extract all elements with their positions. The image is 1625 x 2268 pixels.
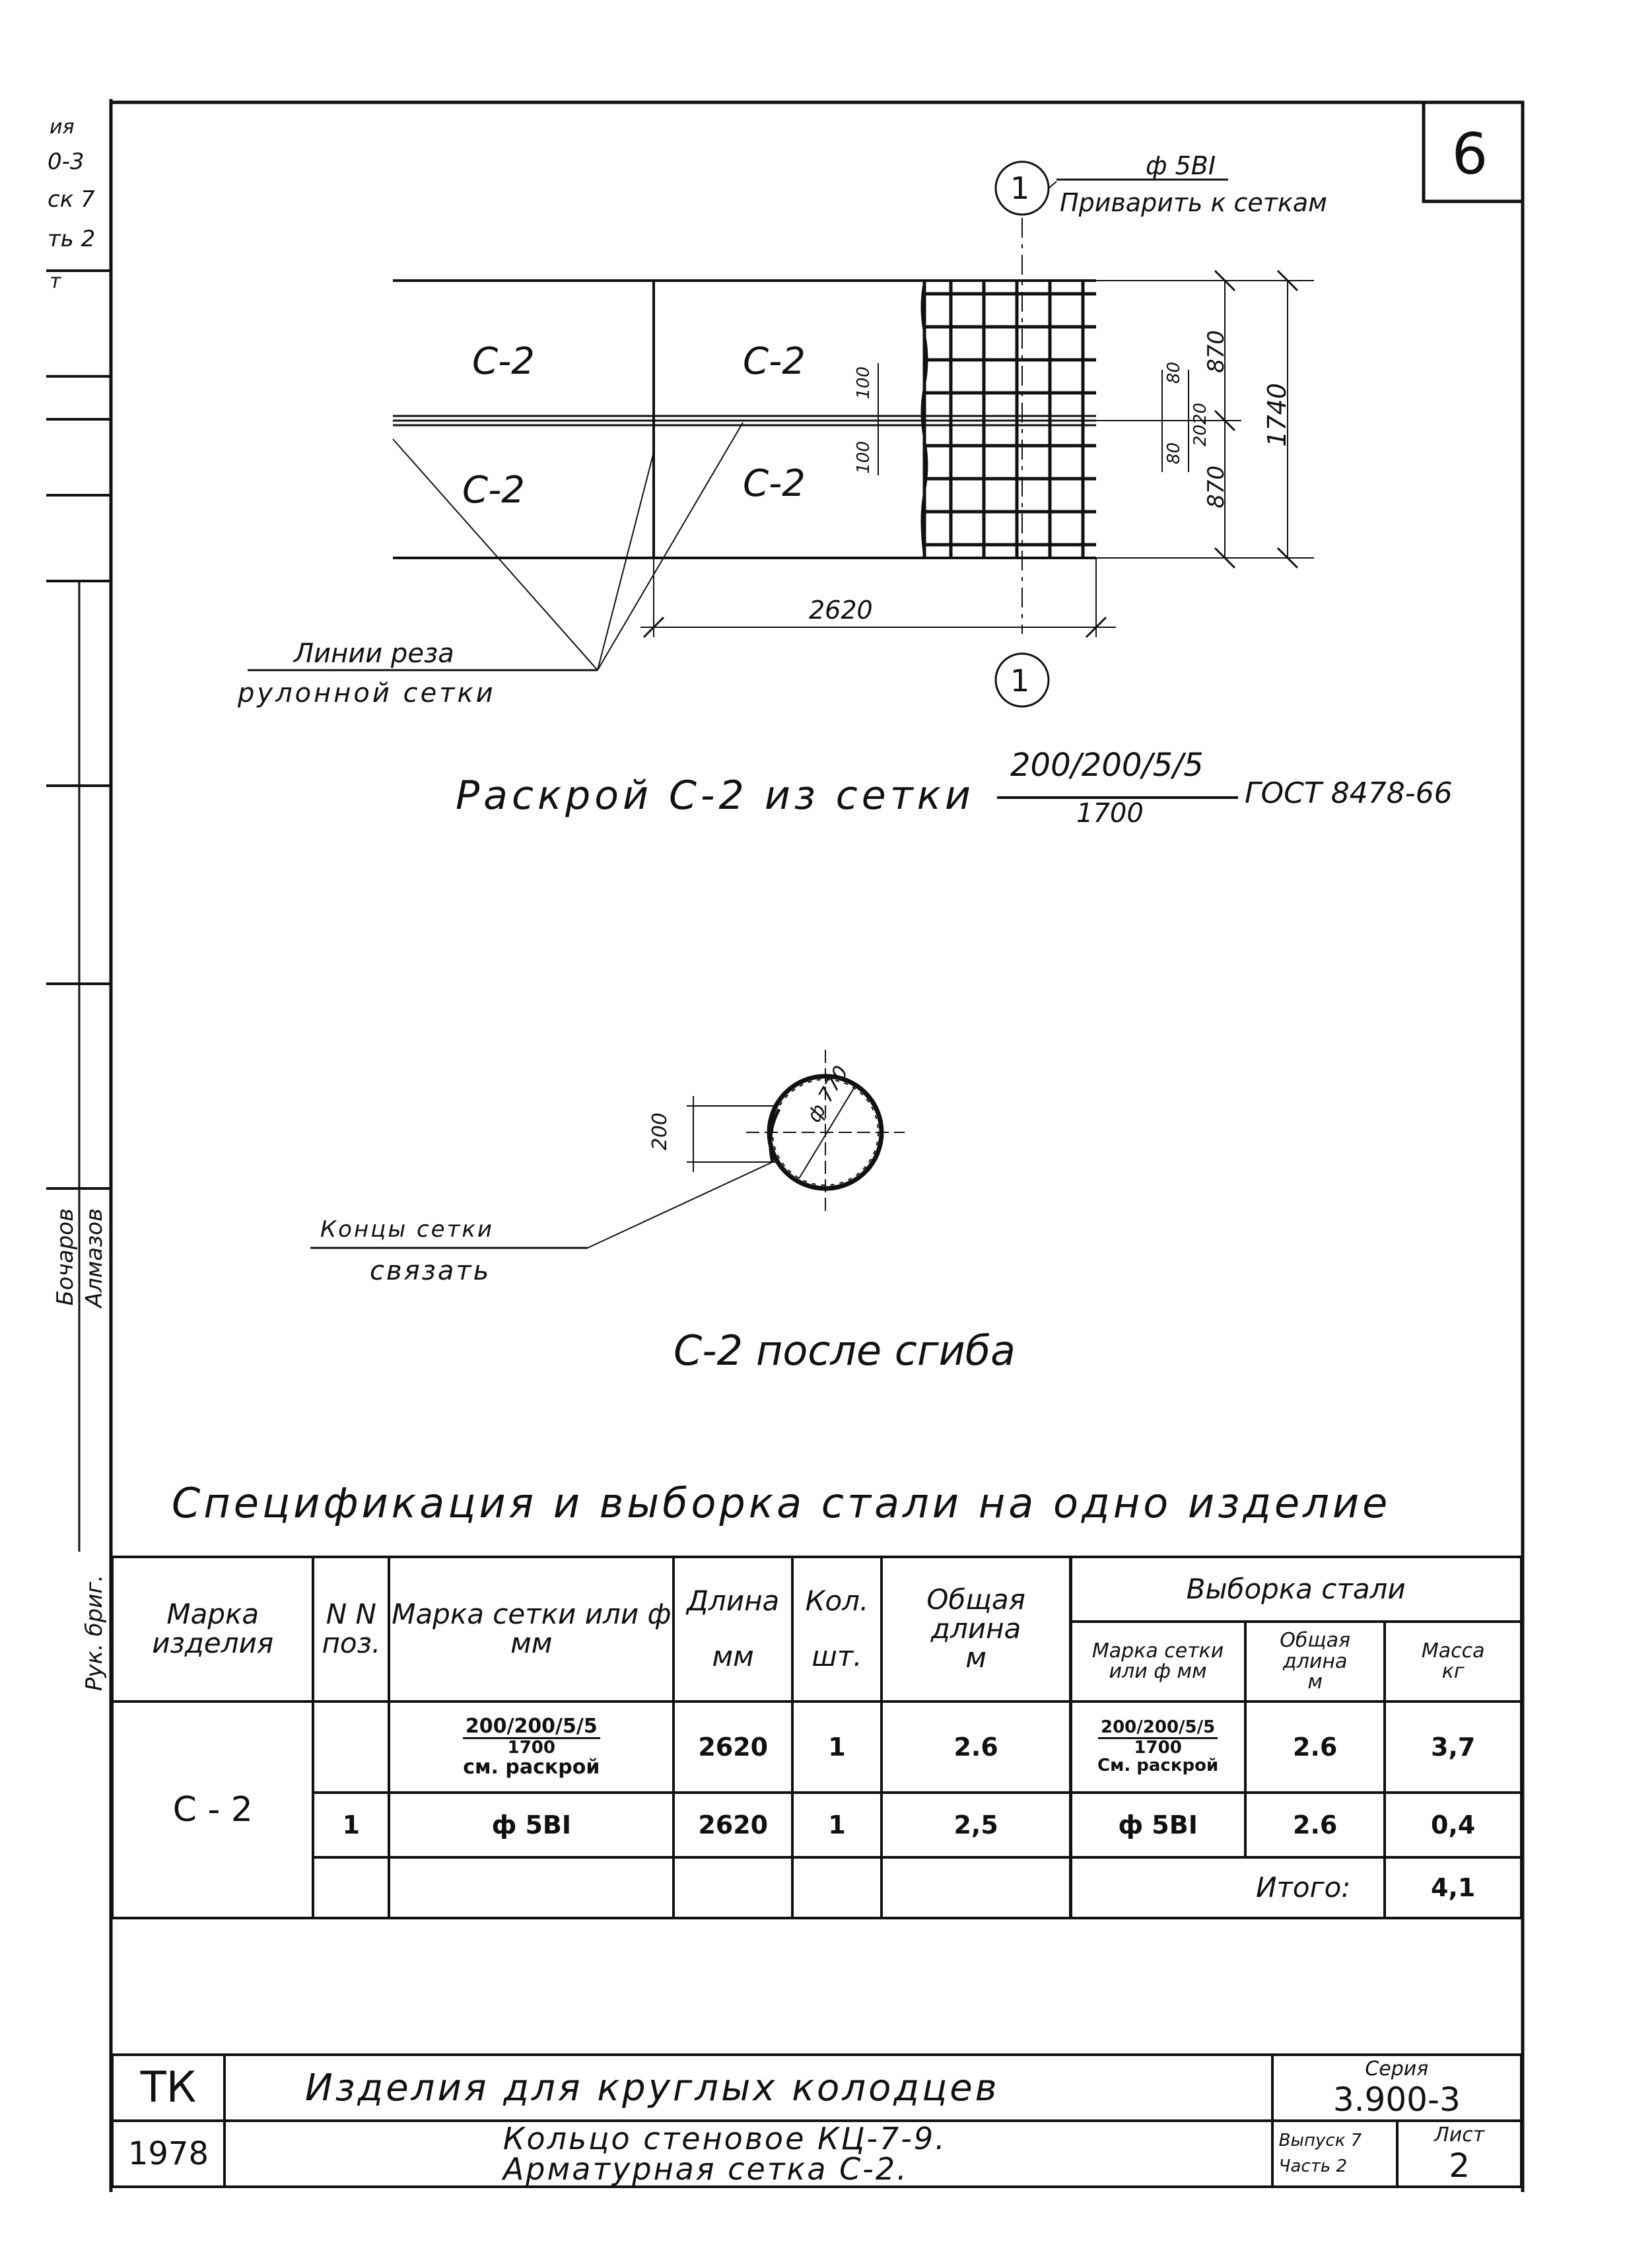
- caption-bent: С-2 после сгиба: [674, 1326, 1016, 1375]
- title-block: [111, 2053, 1523, 2188]
- ends-note-line1: Концы сетки: [320, 1216, 495, 1243]
- series-cell: [1272, 2055, 1521, 2121]
- row2-mesh: ф 5BI: [389, 1793, 674, 1857]
- qty-unit: шт.: [812, 1640, 862, 1673]
- series-value: 3.900-3: [1332, 2080, 1461, 2119]
- stub-line-3: ск 7: [48, 186, 95, 213]
- caption-frac-bottom: 1700: [1076, 798, 1144, 829]
- length-label: Длина: [687, 1585, 780, 1618]
- mesh-left-top-label: С-2: [472, 340, 535, 383]
- row1-mesh-bottom: 1700: [507, 1737, 555, 1758]
- row1-mesh-note: см. раскрой: [463, 1756, 600, 1779]
- signer-name-1: Бочаров: [52, 1208, 79, 1306]
- bar-note: Приварить к сеткам: [1060, 188, 1327, 217]
- sel-mass-header: [1385, 1622, 1521, 1701]
- spec-title: Спецификация и выборка стали на одно изделие: [172, 1479, 1391, 1527]
- row2-qty: 1: [792, 1793, 882, 1857]
- row1-sel-bottom: 1700: [1134, 1737, 1182, 1758]
- row1-pos: [313, 1701, 389, 1793]
- row1-sel-len: 2.6: [1245, 1701, 1385, 1793]
- subtitle-line1: Кольцо стеновое КЦ-7-9.: [502, 2121, 947, 2156]
- section-marker-bottom: 1: [1010, 663, 1030, 699]
- row3-total: [882, 1857, 1070, 1918]
- sel-len-unit: м: [1307, 1670, 1323, 1694]
- spec-table: [111, 1556, 1523, 1919]
- row1-sel-mark: [1070, 1701, 1245, 1793]
- sheet-label: Лист: [1434, 2123, 1485, 2147]
- qty-label: Кол.: [805, 1585, 869, 1618]
- sel-mark-header: Марка сетки или ф мм: [1070, 1622, 1245, 1701]
- issue-label: Выпуск 7: [1278, 2131, 1362, 2150]
- mesh-mid-bottom-label: С-2: [743, 462, 806, 505]
- item-mark: С - 2: [112, 1701, 313, 1918]
- total-label: Общая длина: [926, 1583, 1025, 1645]
- mesh-left-bottom-label: С-2: [462, 469, 525, 512]
- sheet-number-box: 6: [1451, 121, 1488, 188]
- title-main: Изделия для круглых колодцев: [225, 2055, 1272, 2121]
- bar-label: ф 5BI: [1146, 151, 1216, 180]
- caption-cutting: Раскрой С-2 из сетки: [456, 773, 975, 819]
- table-row: [112, 1793, 1521, 1857]
- issue-cell: [1272, 2121, 1398, 2187]
- dim-100-top: 100: [854, 366, 874, 399]
- row1-qty: 1: [792, 1701, 882, 1793]
- dim-870-bottom: 870: [1203, 465, 1229, 508]
- sel-mass-unit: кг: [1441, 1660, 1465, 1684]
- row2-pos: 1: [313, 1793, 389, 1857]
- subtitle-line2: Арматурная сетка С-2.: [502, 2151, 909, 2187]
- cut-note-line1: Линии реза: [294, 638, 454, 669]
- sheet-value: 2: [1449, 2146, 1470, 2185]
- total-unit: м: [965, 1641, 986, 1674]
- row3-pos: [313, 1857, 389, 1918]
- subtitle-cell: [225, 2121, 1272, 2187]
- selection-header: Выборка стали: [1070, 1557, 1521, 1622]
- code-bottom: 1978: [112, 2121, 225, 2187]
- signer-role: Рук. бриг.: [81, 1575, 108, 1692]
- row2-total: 2,5: [882, 1793, 1070, 1857]
- cut-note-line2: рулонной сетки: [238, 678, 496, 708]
- dim-2620: 2620: [809, 596, 873, 625]
- ends-note-line2: связать: [370, 1256, 491, 1286]
- total-mass: 4,1: [1385, 1857, 1521, 1918]
- stub-line-2: 0-3: [48, 149, 85, 175]
- row1-sel-note: См. раскрой: [1097, 1756, 1219, 1776]
- row2-length: 2620: [674, 1793, 792, 1857]
- dim-80-top: 80: [1164, 362, 1184, 384]
- row1-mass: 3,7: [1385, 1701, 1521, 1793]
- signer-name-2: Алмазов: [81, 1208, 108, 1308]
- table-row: [112, 1701, 1521, 1793]
- col-length-header: [674, 1557, 792, 1701]
- row1-mesh-top: 200/200/5/5: [463, 1716, 600, 1739]
- code-top: ТК: [112, 2055, 225, 2121]
- row2-mass: 0,4: [1385, 1793, 1521, 1857]
- sel-mass-label: Масса: [1421, 1639, 1485, 1663]
- dim-1740: 1740: [1262, 383, 1292, 447]
- mesh-mid-top-label: С-2: [743, 340, 806, 383]
- series-label: Серия: [1365, 2057, 1429, 2080]
- stub-line-4: ть 2: [48, 226, 96, 252]
- caption-frac-top: 200/200/5/5: [1010, 747, 1204, 784]
- col-pos-header: N N поз.: [313, 1557, 389, 1701]
- part-label: Часть 2: [1278, 2156, 1347, 2176]
- dim-200: 200: [648, 1113, 672, 1151]
- dim-100-bottom: 100: [854, 441, 874, 474]
- row2-sel-len: 2.6: [1245, 1793, 1385, 1857]
- dim-80-bottom: 80: [1164, 442, 1184, 465]
- table-row: [112, 1857, 1521, 1918]
- caption-standard: ГОСТ 8478-66: [1245, 776, 1453, 810]
- row3-qty: [792, 1857, 882, 1918]
- sheet-cell: [1397, 2121, 1521, 2187]
- row1-sel-top: 200/200/5/5: [1098, 1719, 1218, 1738]
- row2-sel-mark: ф 5BI: [1070, 1793, 1245, 1857]
- dim-2020: 2020: [1191, 403, 1210, 447]
- row1-total: 2.6: [882, 1701, 1070, 1793]
- dim-diameter: ф 770: [802, 1062, 853, 1126]
- row3-length: [674, 1857, 792, 1918]
- row1-mesh: [389, 1701, 674, 1793]
- stub-line-5: т: [50, 270, 61, 293]
- row3-mesh: [389, 1857, 674, 1918]
- col-total-header: [882, 1557, 1070, 1701]
- length-unit: мм: [712, 1640, 754, 1673]
- total-label: Итого:: [1070, 1857, 1385, 1918]
- sel-len-label: Общая длина: [1280, 1629, 1351, 1673]
- row1-length: 2620: [674, 1701, 792, 1793]
- col-mark-header: Марка изделия: [112, 1557, 313, 1701]
- stub-line-1: ия: [50, 116, 75, 139]
- dim-870-top: 870: [1203, 330, 1229, 373]
- col-qty-header: [792, 1557, 882, 1701]
- section-marker-top: 1: [1010, 170, 1030, 206]
- col-mesh-header: Марка сетки или ф мм: [389, 1557, 674, 1701]
- sel-len-header: [1245, 1622, 1385, 1701]
